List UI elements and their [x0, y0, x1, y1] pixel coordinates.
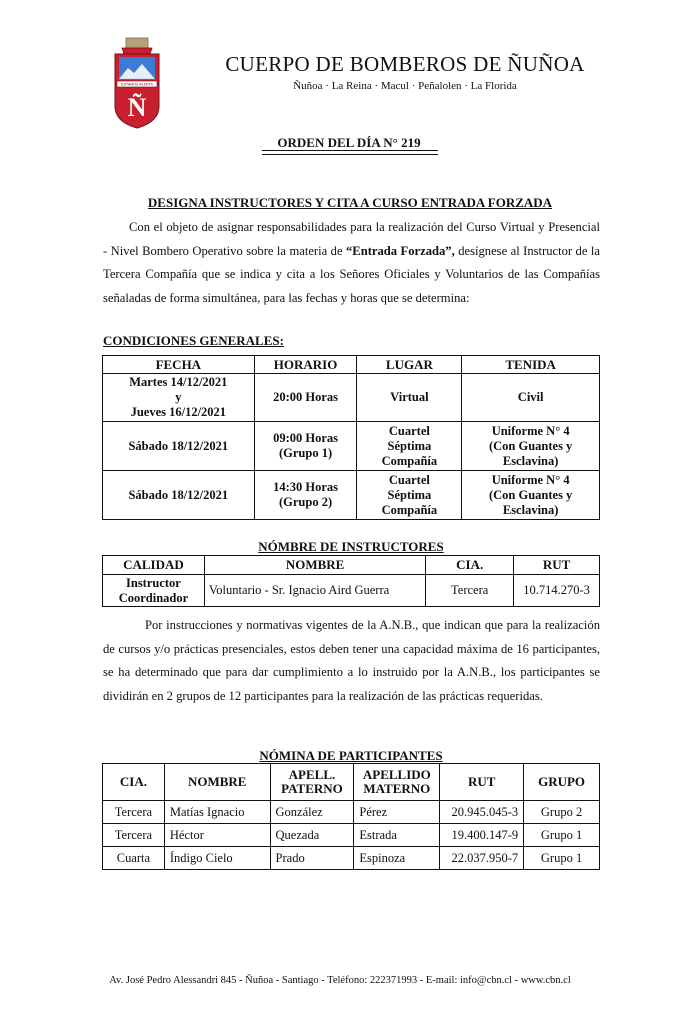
designation-title: DESIGNA INSTRUCTORES Y CITA A CURSO ENTRADA FORZADA [147, 195, 553, 210]
organization-subtitle: Ñuñoa · La Reina · Macul · Peñalolen · La Florida [293, 80, 517, 92]
header-horario: HORARIO [254, 356, 357, 374]
table-row [103, 847, 600, 870]
cell-grupo: Grupo 2 [524, 801, 600, 824]
cell-horario: 14:30 Horas (Grupo 2) [254, 471, 357, 520]
cell-nombre: Índigo Cielo [164, 847, 270, 870]
organization-name: CUERPO DE BOMBEROS DE ÑUÑOA [225, 52, 585, 76]
cell-paterno: González [270, 801, 354, 824]
conditions-table [102, 355, 600, 520]
cell-cia: Tercera [103, 824, 165, 847]
fire-department-logo [112, 36, 162, 130]
cell-lugar: Cuartel Séptima Compañía [357, 422, 462, 471]
header-apellido-paterno: APELL. PATERNO [270, 764, 354, 801]
cell-tenida: Uniforme N° 4 (Con Guantes y Esclavina) [462, 471, 600, 520]
table-header-row [103, 556, 600, 575]
cell-cia: Tercera [426, 575, 514, 607]
instructors-title: NÓMBRE DE INSTRUCTORES [258, 539, 444, 554]
table-row [103, 801, 600, 824]
cell-materno: Pérez [354, 801, 440, 824]
table-row [103, 575, 600, 607]
table-row [103, 422, 600, 471]
cell-cia: Cuarta [103, 847, 165, 870]
header-calidad: CALIDAD [103, 556, 205, 575]
header-cia: CIA. [426, 556, 514, 575]
header-apellido-materno: APELLIDO MATERNO [354, 764, 440, 801]
cell-grupo: Grupo 1 [524, 824, 600, 847]
cell-paterno: Prado [270, 847, 354, 870]
cell-horario: 09:00 Horas (Grupo 1) [254, 422, 357, 471]
regulations-paragraph: Por instrucciones y normativas vigentes de la A.N.B., que indican que para la realización de cursos y/o prácticas presenciales, estos deben tener una capacidad máxima de 16 participantes, se ha determinado que para dar cumplimiento a lo instruido por la A.N.B., los participantes se dividirán en 2 grupos de 12 participantes para la realización de las prácticas requeridas. [103, 618, 600, 703]
header-rut: RUT [514, 556, 600, 575]
cell-materno: Espinoza [354, 847, 440, 870]
participants-title: NÓMINA DE PARTICIPANTES [259, 748, 443, 763]
instructors-table [102, 555, 600, 607]
header-cia: CIA. [103, 764, 165, 801]
cell-horario: 20:00 Horas [254, 374, 357, 422]
cell-rut: 10.714.270-3 [514, 575, 600, 607]
cell-calidad: Instructor Coordinador [103, 575, 205, 607]
cell-fecha: Martes 14/12/2021 y Jueves 16/12/2021 [103, 374, 255, 422]
table-row [103, 471, 600, 520]
table-header-row [103, 356, 600, 374]
footer-contact: Av. José Pedro Alessandri 845 - Ñuñoa - Santiago - Teléfono: 222371993 - E-mail: info@cbn.cl - www.cbn.cl [109, 975, 571, 986]
cell-tenida: Civil [462, 374, 600, 422]
title-double-rule [262, 150, 438, 155]
header-fecha: FECHA [103, 356, 255, 374]
cell-fecha: Sábado 18/12/2021 [103, 471, 255, 520]
participants-table [102, 763, 600, 870]
table-row [103, 824, 600, 847]
cell-rut: 22.037.950-7 [440, 847, 524, 870]
cell-cia: Tercera [103, 801, 165, 824]
svg-text:ESTAMOS ALERTA: ESTAMOS ALERTA [121, 82, 153, 87]
header-nombre: NOMBRE [204, 556, 425, 575]
header-rut: RUT [440, 764, 524, 801]
header-lugar: LUGAR [357, 356, 462, 374]
cell-nombre: Voluntario - Sr. Ignacio Aird Guerra [204, 575, 425, 607]
cell-fecha: Sábado 18/12/2021 [103, 422, 255, 471]
table-header-row [103, 764, 600, 801]
header-grupo: GRUPO [524, 764, 600, 801]
cell-rut: 20.945.045-3 [440, 801, 524, 824]
cell-grupo: Grupo 1 [524, 847, 600, 870]
cell-rut: 19.400.147-9 [440, 824, 524, 847]
header-nombre: NOMBRE [164, 764, 270, 801]
cell-nombre: Héctor [164, 824, 270, 847]
header-tenida: TENIDA [462, 356, 600, 374]
cell-nombre: Matías Ignacio [164, 801, 270, 824]
cell-tenida: Uniforme N° 4 (Con Guantes y Esclavina) [462, 422, 600, 471]
table-row [103, 374, 600, 422]
svg-text:Ñ: Ñ [127, 93, 147, 122]
cell-materno: Estrada [354, 824, 440, 847]
cell-lugar: Virtual [357, 374, 462, 422]
cell-lugar: Cuartel Séptima Compañía [357, 471, 462, 520]
cell-paterno: Quezada [270, 824, 354, 847]
course-name: “Entrada Forzada”, [346, 243, 455, 258]
intro-paragraph: Con el objeto de asignar responsabilidades para la realización del Curso Virtual y Presencial - Nivel Bombero Operativo sobre la materia de “Entrada Forzada”, desígnese al Instructor de la Tercera Compañía que se indica y cita a los Señores Oficiales y Voluntarios de las Compañías señaladas de forma simultánea, para las fechas y horas que se determina: [103, 220, 600, 305]
order-title: ORDEN DEL DÍA N° 219 [277, 135, 421, 150]
conditions-title: CONDICIONES GENERALES: [103, 333, 284, 348]
